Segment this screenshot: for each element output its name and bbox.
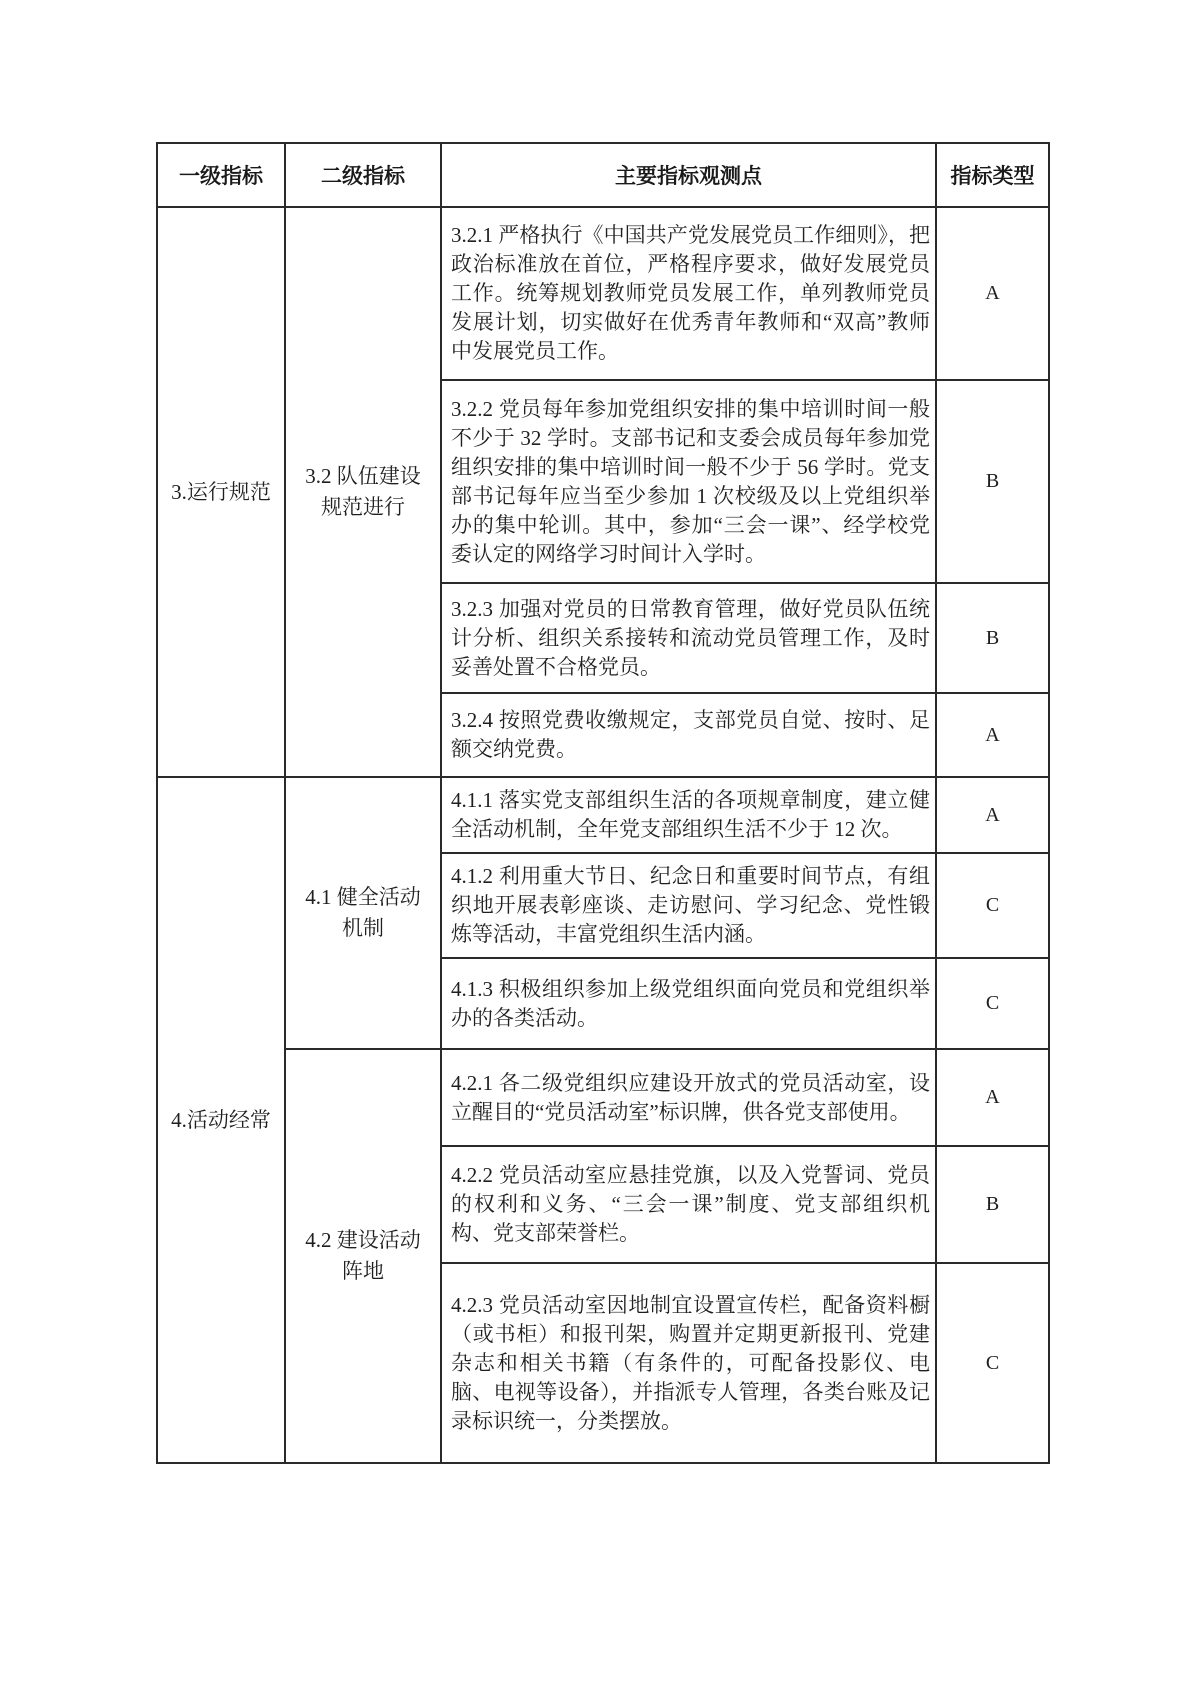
table-row xyxy=(157,1049,1049,1146)
level2-label-line1: 4.2 建设活动 xyxy=(305,1228,421,1252)
header-level2: 二级指标 xyxy=(285,143,441,207)
observation-cell: 3.2.2 党员每年参加党组织安排的集中培训时间一般不少于 32 学时。支部书记和支委会成员每年参加党组织安排的集中培训时间一般不少于 56 学时。党支部书记每年应当至少参加 1 次校级及以上党组织举办的集中轮训。其中，参加“三会一课”、经学校党委认定的网络学习时间计入学时。 xyxy=(441,380,936,583)
observation-cell: 4.2.1 各二级党组织应建设开放式的党员活动室，设立醒目的“党员活动室”标识牌，供各党支部使用。 xyxy=(441,1049,936,1146)
header-type: 指标类型 xyxy=(936,143,1049,207)
level2-label-line2: 规范进行 xyxy=(321,495,405,519)
type-cell: B xyxy=(936,380,1049,583)
level2-label-line1: 4.1 健全活动 xyxy=(305,885,421,909)
header-observation: 主要指标观测点 xyxy=(441,143,936,207)
table-row xyxy=(157,207,1049,380)
indicator-table xyxy=(156,142,1050,1464)
type-cell: C xyxy=(936,1263,1049,1463)
observation-cell: 3.2.1 严格执行《中国共产党发展党员工作细则》，把政治标准放在首位，严格程序要求，做好发展党员工作。统筹规划教师党员发展工作，单列教师党员发展计划，切实做好在优秀青年教师和“双高”教师中发展党员工作。 xyxy=(441,207,936,380)
observation-cell: 4.2.2 党员活动室应悬挂党旗，以及入党誓词、党员的权利和义务、“三会一课”制度、党支部组织机构、党支部荣誉栏。 xyxy=(441,1146,936,1263)
type-cell: C xyxy=(936,853,1049,958)
table-row xyxy=(157,777,1049,853)
type-cell: C xyxy=(936,958,1049,1049)
observation-cell: 4.2.3 党员活动室因地制宜设置宣传栏，配备资料橱（或书柜）和报刊架，购置并定期更新报刊、党建杂志和相关书籍（有条件的，可配备投影仪、电脑、电视等设备），并指派专人管理，各类台账及记录标识统一，分类摆放。 xyxy=(441,1263,936,1463)
type-cell: A xyxy=(936,777,1049,853)
table-header-row xyxy=(157,143,1049,207)
level2-cell-group41 xyxy=(285,777,441,1049)
observation-cell: 4.1.1 落实党支部组织生活的各项规章制度，建立健全活动机制，全年党支部组织生活不少于 12 次。 xyxy=(441,777,936,853)
header-level1: 一级指标 xyxy=(157,143,285,207)
observation-cell: 3.2.3 加强对党员的日常教育管理，做好党员队伍统计分析、组织关系接转和流动党员管理工作，及时妥善处置不合格党员。 xyxy=(441,583,936,693)
type-cell: A xyxy=(936,1049,1049,1146)
level2-cell-group32 xyxy=(285,207,441,777)
observation-cell: 4.1.3 积极组织参加上级党组织面向党员和党组织举办的各类活动。 xyxy=(441,958,936,1049)
level2-cell-group42 xyxy=(285,1049,441,1463)
type-cell: A xyxy=(936,693,1049,777)
level2-label-line2: 阵地 xyxy=(342,1259,384,1283)
level2-label-line1: 3.2 队伍建设 xyxy=(305,464,421,488)
type-cell: B xyxy=(936,1146,1049,1263)
type-cell: A xyxy=(936,207,1049,380)
level1-cell-section3: 3.运行规范 xyxy=(157,207,285,777)
observation-cell: 3.2.4 按照党费收缴规定，支部党员自觉、按时、足额交纳党费。 xyxy=(441,693,936,777)
observation-cell: 4.1.2 利用重大节日、纪念日和重要时间节点，有组织地开展表彰座谈、走访慰问、学习纪念、党性锻炼等活动，丰富党组织生活内涵。 xyxy=(441,853,936,958)
level2-label-line2: 机制 xyxy=(342,916,384,940)
type-cell: B xyxy=(936,583,1049,693)
level1-cell-section4: 4.活动经常 xyxy=(157,777,285,1463)
